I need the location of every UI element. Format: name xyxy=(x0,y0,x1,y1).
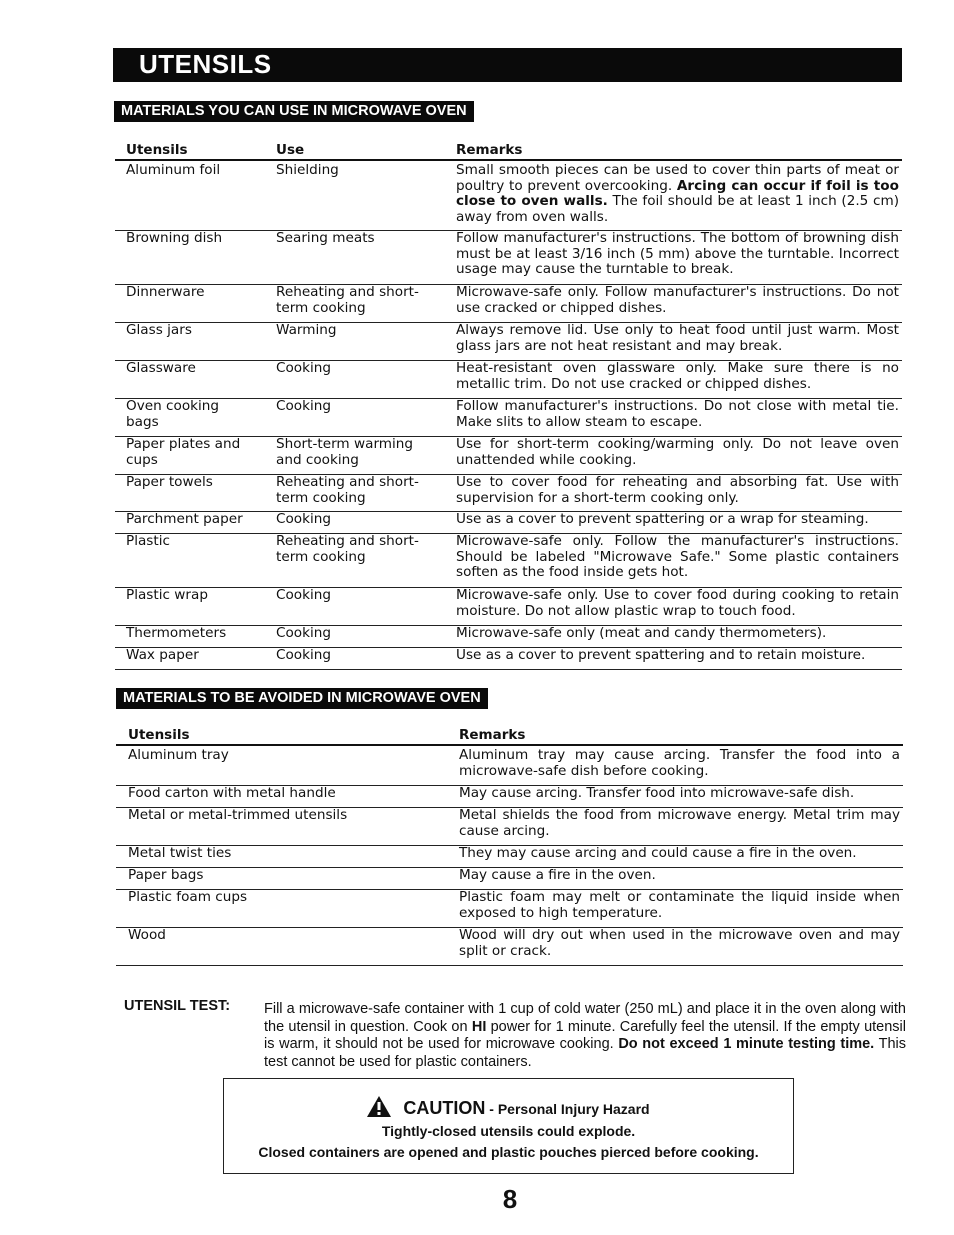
remarks-text: The foil should be at least 1 inch (2.5 cm) away from oven walls. xyxy=(456,193,899,225)
remarks-cell xyxy=(456,626,899,642)
caution-box xyxy=(223,1078,794,1174)
utensil-cell: Aluminum tray xyxy=(128,747,229,763)
use-cell: Warming xyxy=(276,322,337,338)
use-cell: Cooking xyxy=(276,587,332,603)
remarks-cell xyxy=(456,361,899,392)
remarks-cell xyxy=(456,163,899,225)
utensil-cell: Thermometers xyxy=(126,625,227,641)
utensil-cell: Parchment paper xyxy=(126,511,243,527)
avoid-materials-table xyxy=(116,748,903,968)
remarks-cell xyxy=(456,399,899,430)
remarks-cell xyxy=(456,588,899,619)
remarks-text: Follow manufacturer's instructions. Do not close with metal tie. Make slits to allow steam to escape. xyxy=(456,398,899,430)
use-cell: Reheating and short-term cooking xyxy=(276,474,419,506)
remarks-cell xyxy=(456,648,899,664)
remarks-text: Microwave-safe only. Follow manufacturer's instructions. Do not use cracked or chipped dishes. xyxy=(456,284,899,316)
table-row xyxy=(115,399,902,437)
remarks-cell: May cause a fire in the oven. xyxy=(459,867,656,883)
remarks-text: Use as a cover to prevent spattering or a wrap for steaming. xyxy=(456,511,869,527)
remarks-cell xyxy=(456,323,899,354)
utensil-test-label: UTENSIL TEST: xyxy=(124,998,231,1014)
utensil-cell: Plastic wrap xyxy=(126,587,208,603)
remarks-cell: Aluminum tray may cause arcing. Transfer the food into a microwave-safe dish before cooking. xyxy=(459,747,900,779)
table1-top-rule xyxy=(115,159,902,161)
caution-line2: Tightly-closed utensils could explode. xyxy=(381,1123,636,1139)
table-row xyxy=(115,231,902,285)
utensil-test-part5: This test cannot be used for plastic containers. xyxy=(264,1036,906,1070)
table-row xyxy=(116,846,903,868)
table-row xyxy=(115,361,902,399)
utensil-cell: Glass jars xyxy=(126,322,192,338)
table-row xyxy=(116,890,903,928)
table-row xyxy=(115,588,902,626)
warning-triangle-icon xyxy=(367,1096,391,1122)
remarks-cell xyxy=(456,285,899,316)
use-cell: Cooking xyxy=(276,398,332,414)
remarks-text: Use to cover food for reheating and absorbing fat. Use with supervision for a short-term cooking only. xyxy=(456,474,899,506)
use-cell: Cooking xyxy=(276,647,332,663)
section1-heading: MATERIALS YOU CAN USE IN MICROWAVE OVEN xyxy=(114,101,474,122)
col-remarks-header: Remarks xyxy=(456,142,523,158)
table-row xyxy=(115,648,902,670)
table-row xyxy=(115,437,902,475)
remarks-cell xyxy=(456,437,899,468)
utensil-test-hi: HI xyxy=(471,1018,487,1035)
table-row xyxy=(116,808,903,846)
utensil-test-part1: Fill a microwave-safe container with 1 cup of cold water (250 mL) and place it in the oven along with the utensil in question. Cook on xyxy=(264,1001,906,1035)
utensil-cell: Food carton with metal handle xyxy=(128,785,336,801)
col-use-header: Use xyxy=(276,142,305,158)
utensil-test-bold-warning: Do not exceed 1 minute testing time. xyxy=(618,1036,875,1052)
use-cell: Cooking xyxy=(276,511,332,527)
remarks-text: Microwave-safe only (meat and candy thermometers). xyxy=(456,625,827,641)
usable-materials-table xyxy=(115,163,902,673)
table-row xyxy=(115,475,902,512)
use-cell: Cooking xyxy=(276,625,332,641)
use-cell: Short-term warming and cooking xyxy=(276,436,414,468)
remarks-cell: Metal shields the food from microwave energy. Metal trim may cause arcing. xyxy=(459,807,900,839)
utensil-cell: Wax paper xyxy=(126,647,199,663)
use-cell: Searing meats xyxy=(276,230,375,246)
caution-heading xyxy=(224,1096,793,1122)
caution-subtitle: - Personal Injury Hazard xyxy=(485,1101,650,1117)
col2-utensils-header: Utensils xyxy=(128,727,190,743)
remarks-text: Follow manufacturer's instructions. The bottom of browning dish must be at least 3/16 inch (5 mm) above the turntable. Incorrect usage may cause the turntable to break. xyxy=(456,230,899,277)
utensil-cell: Metal twist ties xyxy=(128,845,232,861)
use-cell: Reheating and short-term cooking xyxy=(276,284,419,316)
remarks-text: Small smooth pieces can be used to cover thin parts of meat or poultry to prevent overcooking. xyxy=(456,162,899,194)
table-row xyxy=(115,285,902,323)
page-title: UTENSILS xyxy=(139,49,272,79)
remarks-text: Use as a cover to prevent spattering and to retain moisture. xyxy=(456,647,866,663)
remarks-text: Microwave-safe only. Follow the manufacturer's instructions. Should be labeled "Microwave Safe." Some plastic containers soften as the food inside gets hot. xyxy=(456,533,899,580)
use-cell: Reheating and short-term cooking xyxy=(276,533,419,565)
utensil-cell: Oven cooking bags xyxy=(126,398,220,430)
caution-title: CAUTION xyxy=(403,1098,486,1118)
utensil-cell: Aluminum foil xyxy=(126,162,221,178)
use-cell: Shielding xyxy=(276,162,339,178)
table-row xyxy=(115,323,902,361)
remarks-cell xyxy=(456,231,899,278)
caution-line3: Closed containers are opened and plastic pouches pierced before cooking. xyxy=(258,1144,759,1160)
utensil-cell: Paper towels xyxy=(126,474,213,490)
page-number: 8 xyxy=(502,1184,518,1214)
utensil-test-part3: power for 1 minute. Carefully feel the utensil. If the empty utensil is warm, it should not be used for microwave cooking. xyxy=(264,1018,906,1052)
utensil-cell: Metal or metal-trimmed utensils xyxy=(128,807,348,823)
table-row xyxy=(115,534,902,588)
table-row xyxy=(116,748,903,786)
utensil-cell: Glassware xyxy=(126,360,196,376)
utensil-test-text xyxy=(264,1001,906,1071)
utensil-cell: Wood xyxy=(128,927,166,943)
remarks-text: Arcing can occur if foil is too close to oven walls. xyxy=(456,177,899,209)
utensil-cell: Paper bags xyxy=(128,867,204,883)
col-utensils-header: Utensils xyxy=(126,142,188,158)
remarks-text: Use for short-term cooking/warming only. Do not leave oven unattended while cooking. xyxy=(456,436,899,468)
remarks-cell: Plastic foam may melt or contaminate the liquid inside when exposed to high temperature. xyxy=(459,889,900,921)
utensil-cell: Paper plates and cups xyxy=(126,436,241,468)
remarks-text: Heat-resistant oven glassware only. Make sure there is no metallic trim. Do not use cracked or chipped dishes. xyxy=(456,360,899,392)
remarks-cell xyxy=(456,475,899,506)
remarks-text: Microwave-safe only. Use to cover food during cooking to retain moisture. Do not allow plastic wrap to touch food. xyxy=(456,587,899,619)
page-title-banner xyxy=(113,48,902,82)
remarks-text: Always remove lid. Use only to heat food until just warm. Most glass jars are not heat resistant and may break. xyxy=(456,322,899,354)
section2-heading: MATERIALS TO BE AVOIDED IN MICROWAVE OVEN xyxy=(116,688,488,709)
utensil-cell: Browning dish xyxy=(126,230,223,246)
table-row xyxy=(115,626,902,648)
table2-top-rule xyxy=(116,744,903,746)
remarks-cell: Wood will dry out when used in the microwave oven and may split or crack. xyxy=(459,927,900,959)
utensil-cell: Plastic xyxy=(126,533,170,549)
remarks-cell: May cause arcing. Transfer food into microwave-safe dish. xyxy=(459,785,855,801)
table-row xyxy=(116,786,903,808)
use-cell: Cooking xyxy=(276,360,332,376)
table-row xyxy=(115,163,902,231)
table-row xyxy=(116,868,903,890)
utensil-cell: Plastic foam cups xyxy=(128,889,248,905)
table-row xyxy=(116,928,903,966)
col2-remarks-header: Remarks xyxy=(459,727,526,743)
remarks-cell xyxy=(456,512,899,528)
remarks-cell xyxy=(456,534,899,581)
utensil-cell: Dinnerware xyxy=(126,284,205,300)
table-row xyxy=(115,512,902,534)
remarks-cell: They may cause arcing and could cause a fire in the oven. xyxy=(459,845,857,861)
